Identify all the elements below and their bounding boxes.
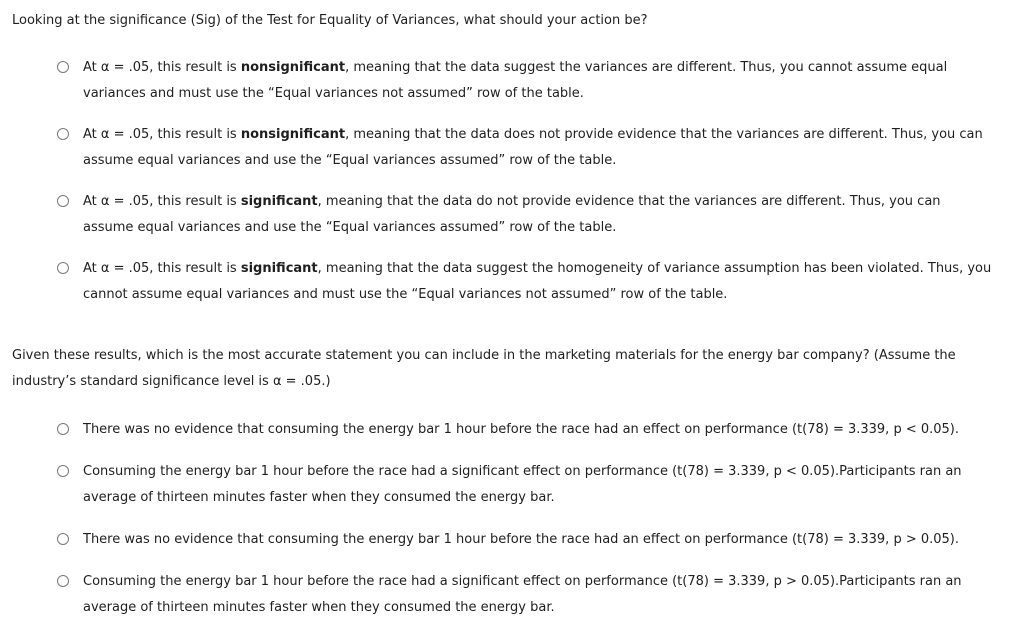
radio-button[interactable]: [57, 575, 69, 587]
question-2-option-4[interactable]: [12, 569, 992, 621]
option-text: There was no evidence that consuming the energy bar 1 hour before the race had an effect on performance (t(78) = 3.339, p < 0.05).: [83, 422, 960, 437]
question-2-option-2[interactable]: [12, 459, 992, 511]
option-text: At α = .05, this result is significant, meaning that the data suggest the homogeneity of variance assumption has been violated. Thus, you cannot assume equal variances and must use the “Equal variances not assumed” row of the table.: [83, 261, 992, 302]
radio-button[interactable]: [57, 533, 69, 545]
radio-button[interactable]: [57, 195, 69, 207]
question-1-options: [12, 55, 992, 308]
option-text: There was no evidence that consuming the energy bar 1 hour before the race had an effect on performance (t(78) = 3.339, p > 0.05).: [83, 532, 960, 547]
question-2-option-1[interactable]: [12, 417, 992, 443]
question-1-prompt: Looking at the significance (Sig) of the Test for Equality of Variances, what should your action be?: [12, 13, 648, 28]
option-text: Consuming the energy bar 1 hour before the race had a significant effect on performance (t(78) = 3.339, p > 0.05).Participants ran an average of thirteen minutes faster when they consumed the energy bar.: [83, 574, 962, 615]
radio-button[interactable]: [57, 262, 69, 274]
question-2-options: [12, 417, 992, 621]
radio-button[interactable]: [57, 465, 69, 477]
question-2: [12, 343, 992, 621]
option-text: At α = .05, this result is nonsignificant, meaning that the data does not provide evidence that the variances are different. Thus, you can assume equal variances and use the “Equal variances assumed” row of the table.: [83, 127, 983, 168]
question-1-option-3[interactable]: [12, 189, 992, 241]
radio-button[interactable]: [57, 423, 69, 435]
option-text: Consuming the energy bar 1 hour before the race had a significant effect on performance (t(78) = 3.339, p < 0.05).Participants ran an average of thirteen minutes faster when they consumed the energy bar.: [83, 464, 962, 505]
radio-button[interactable]: [57, 128, 69, 140]
question-1: [12, 8, 992, 308]
question-2-prompt: Given these results, which is the most accurate statement you can include in the marketing materials for the energy bar company? (Assume the industry’s standard significance level is α = .05.): [12, 348, 956, 389]
question-1-option-2[interactable]: [12, 122, 992, 174]
question-1-option-4[interactable]: [12, 256, 992, 308]
option-text: At α = .05, this result is significant, meaning that the data do not provide evidence that the variances are different. Thus, you can assume equal variances and use the “Equal variances assumed” row of the table.: [83, 194, 941, 235]
question-1-option-1[interactable]: [12, 55, 992, 107]
option-text: At α = .05, this result is nonsignificant, meaning that the data suggest the variances are different. Thus, you cannot assume equal variances and must use the “Equal variances not assumed” row of the table.: [83, 60, 948, 101]
question-2-option-3[interactable]: [12, 527, 992, 553]
radio-button[interactable]: [57, 61, 69, 73]
